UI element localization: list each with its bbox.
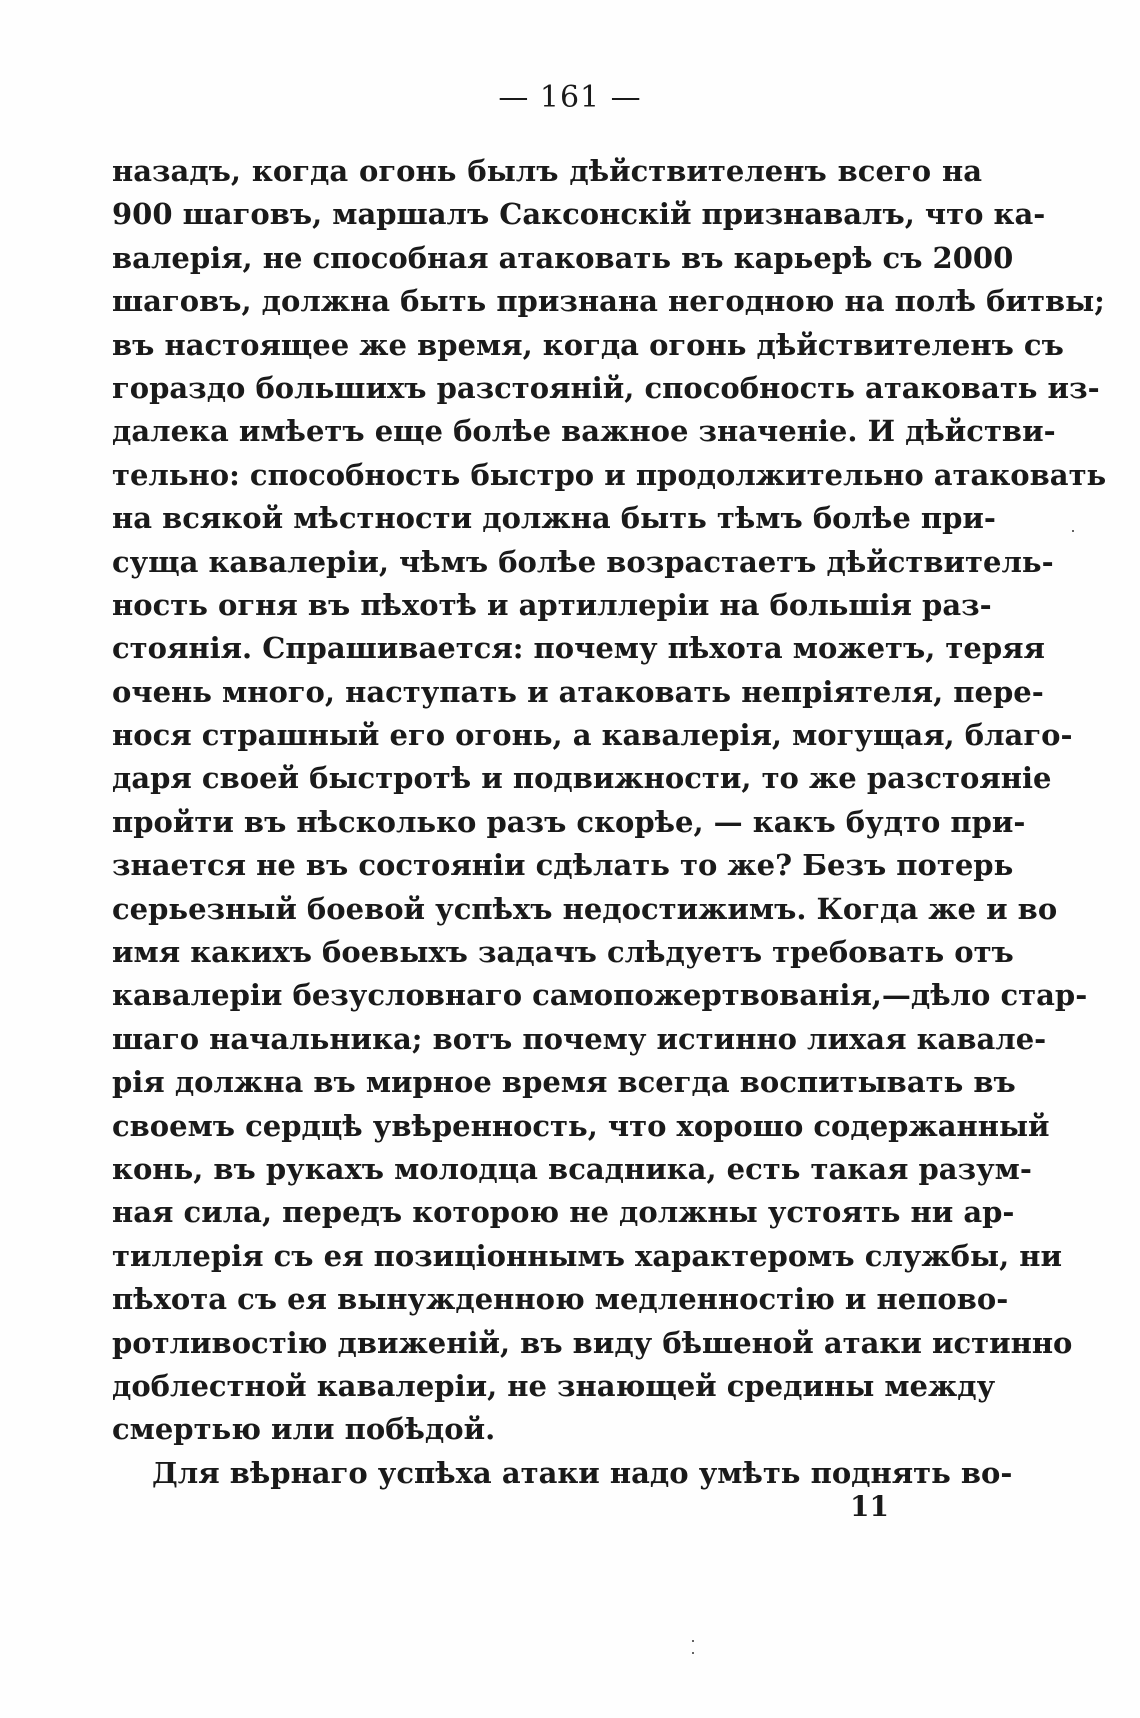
text-line: валерія, не способная атаковать въ карьерѣ съ 2000	[112, 240, 1014, 275]
text-line: гораздо большихъ разстояній, способность атаковать из-	[112, 370, 1100, 405]
text-line: имя какихъ боевыхъ задачъ слѣдуетъ требовать отъ	[112, 935, 1014, 970]
signature-mark: 11	[850, 1490, 889, 1523]
text-line: Для вѣрнаго успѣха атаки надо умѣть поднять во-	[152, 1455, 1013, 1490]
text-line: очень много, наступать и атаковать непріятеля, пере-	[112, 674, 1044, 709]
text-line: въ настоящее же время, когда огонь дѣйствителенъ съ	[112, 327, 1064, 362]
text-line: смертью или побѣдой.	[112, 1412, 496, 1447]
page-number: — 161 —	[498, 80, 642, 115]
body-text	[112, 150, 1107, 1495]
text-line: нося страшный его огонь, а кавалерія, могущая, благо-	[112, 718, 1073, 753]
text-line: 900 шаговъ, маршалъ Саксонскій признавалъ, что ка-	[112, 197, 1046, 232]
text-line: пройти въ нѣсколько разъ скорѣе, — какъ будто при-	[112, 804, 1026, 839]
paper-speck	[692, 1652, 694, 1654]
text-line: шаго начальника; вотъ почему истинно лихая кавале-	[112, 1021, 1047, 1056]
paper-speck	[692, 1640, 694, 1642]
text-line: ность огня въ пѣхотѣ и артиллеріи на большія раз-	[112, 587, 992, 622]
text-line: стоянія. Спрашивается: почему пѣхота можетъ, теряя	[112, 631, 1045, 666]
text-line: доблестной кавалеріи, не знающей средины между	[112, 1368, 996, 1403]
text-line: ротливостію движеній, въ виду бѣшеной атаки истинно	[112, 1325, 1073, 1360]
text-line: шаговъ, должна быть признана негодною на полѣ битвы;	[112, 284, 1105, 319]
text-line: серьезный боевой успѣхъ недостижимъ. Когда же и во	[112, 891, 1058, 926]
text-line: пѣхота съ ея вынужденною медленностію и непово-	[112, 1282, 1009, 1317]
paper-speck	[1072, 530, 1074, 532]
text-line: конь, въ рукахъ молодца всадника, есть такая разум-	[112, 1151, 1032, 1186]
text-line: на всякой мѣстности должна быть тѣмъ болѣе при-	[112, 501, 996, 536]
text-line: рія должна въ мирное время всегда воспитывать въ	[112, 1065, 1016, 1100]
text-line: тельно: способность быстро и продолжительно атаковать	[112, 457, 1107, 492]
text-line: ная сила, передъ которою не должны устоять ни ар-	[112, 1195, 1015, 1230]
text-line: суща кавалеріи, чѣмъ болѣе возрастаетъ дѣйствитель-	[112, 544, 1054, 579]
text-line: знается не въ состояніи сдѣлать то же? Безъ потерь	[112, 848, 1014, 883]
text-line: тиллерія съ ея позиціоннымъ характеромъ службы, ни	[112, 1238, 1062, 1273]
text-line: назадъ, когда огонь былъ дѣйствителенъ всего на	[112, 154, 982, 188]
text-line: своемъ сердцѣ увѣренность, что хорошо содержанный	[112, 1108, 1050, 1143]
page-number-header	[0, 80, 1140, 115]
text-line: далека имѣетъ еще болѣе важное значеніе. И дѣйстви-	[112, 414, 1056, 449]
text-line: даря своей быстротѣ и подвижности, то же разстояніе	[112, 761, 1052, 796]
text-line: кавалеріи безусловнаго самопожертвованія,—дѣло стар-	[112, 978, 1088, 1013]
